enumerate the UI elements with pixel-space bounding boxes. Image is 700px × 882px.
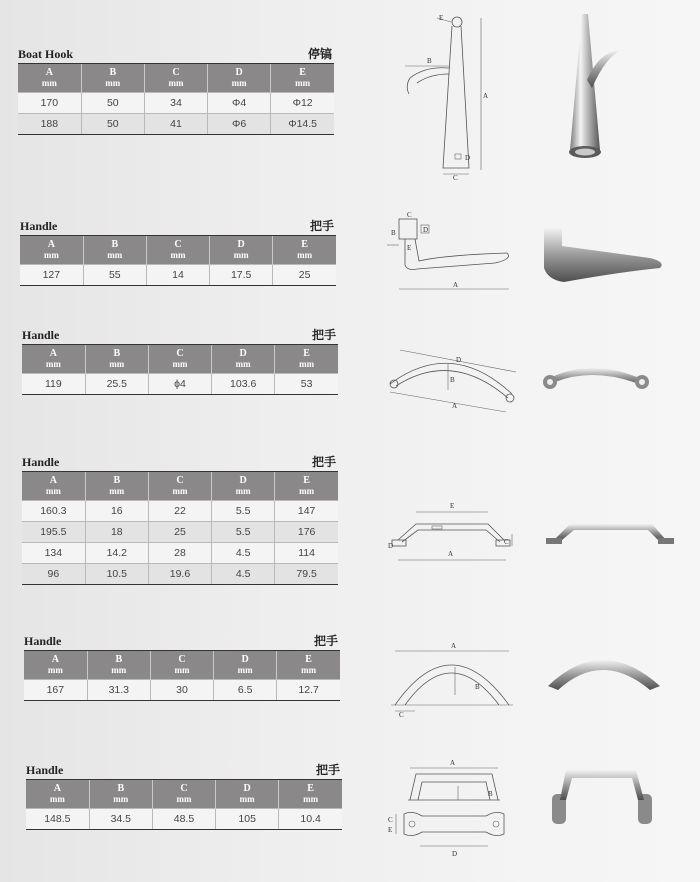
dimension-label-e: E <box>407 244 412 252</box>
column-header-d: D mm <box>208 64 271 93</box>
table-header-row <box>22 472 338 501</box>
column-header-d: D mm <box>212 472 275 501</box>
table-cell: 53 <box>275 374 338 395</box>
column-header-d: D mm <box>214 651 277 680</box>
section-title-chinese: 把手 <box>311 455 336 469</box>
table-cell: 10.4 <box>279 809 342 830</box>
column-header-b: B mm <box>85 472 148 501</box>
table-cell: 30 <box>150 680 213 701</box>
dimension-label-a: A <box>450 759 456 767</box>
column-header-d: D mm <box>212 345 275 374</box>
table-cell: 148.5 <box>26 809 89 830</box>
curved-handle-photo <box>543 368 649 389</box>
arc-handle-technical-drawing <box>385 635 520 720</box>
handle-section-2 <box>22 328 338 395</box>
table-row <box>18 114 334 135</box>
table-cell: 55 <box>83 265 146 286</box>
dimension-label-b: B <box>488 790 493 798</box>
table-cell: 17.5 <box>210 265 273 286</box>
dimension-label-a: A <box>451 642 457 650</box>
column-header-a: A mm <box>22 472 85 501</box>
section-title-chinese: 停镐 <box>307 47 332 61</box>
table-cell: ϕ4 <box>148 374 211 395</box>
dimension-label-b: B <box>427 57 432 65</box>
table-cell: 25 <box>148 522 211 543</box>
table-row <box>22 501 338 522</box>
rectangular-handle-technical-drawing <box>382 752 522 864</box>
dimension-label-c: C <box>388 816 393 824</box>
column-header-a: A mm <box>26 780 89 809</box>
table-cell: 119 <box>22 374 85 395</box>
dimension-label-b: B <box>391 229 396 237</box>
bridge-handle-photo <box>546 524 674 544</box>
section-title: Handle <box>22 328 60 342</box>
column-header-b: B mm <box>83 236 146 265</box>
table-cell: 41 <box>144 114 207 135</box>
dimension-label-d: D <box>465 154 471 162</box>
section-title-chinese: 把手 <box>309 219 334 233</box>
section-header <box>22 328 338 345</box>
spec-table <box>20 236 336 285</box>
arc-handle-photo <box>548 660 660 690</box>
table-header-row <box>18 64 334 93</box>
column-header-e: E mm <box>273 236 336 265</box>
table-row <box>24 680 340 701</box>
table-cell: 22 <box>148 501 211 522</box>
column-header-a: A mm <box>24 651 87 680</box>
column-header-d: D mm <box>210 236 273 265</box>
table-cell: 12.7 <box>277 680 340 701</box>
lever-handle-photo <box>544 228 662 282</box>
section-title: Handle <box>26 763 64 777</box>
dimension-label-d: D <box>452 850 458 858</box>
curved-handle-technical-drawing <box>382 342 522 417</box>
table-cell: 176 <box>275 522 338 543</box>
section-title: Boat Hook <box>18 47 74 61</box>
dimension-label-e: E <box>450 502 455 510</box>
table-row <box>20 265 336 286</box>
table-cell: 28 <box>148 543 211 564</box>
table-cell: 5.5 <box>212 522 275 543</box>
dimension-label-b: B <box>450 376 455 384</box>
column-header-b: B mm <box>85 345 148 374</box>
column-header-e: E mm <box>275 345 338 374</box>
column-header-a: A mm <box>22 345 85 374</box>
spec-table <box>22 345 338 394</box>
table-cell: 4.5 <box>212 564 275 585</box>
table-cell: 188 <box>18 114 81 135</box>
column-header-c: C mm <box>152 780 215 809</box>
column-header-b: B mm <box>81 64 144 93</box>
section-header <box>18 47 334 64</box>
column-header-c: C mm <box>150 651 213 680</box>
spec-table <box>26 780 342 829</box>
column-header-e: E mm <box>271 64 334 93</box>
column-header-c: C mm <box>144 64 207 93</box>
dimension-label-c: C <box>504 538 509 546</box>
dimension-label-a: A <box>453 281 459 289</box>
table-cell: 50 <box>81 93 144 114</box>
column-header-d: D mm <box>216 780 279 809</box>
table-cell: 96 <box>22 564 85 585</box>
table-cell: 167 <box>24 680 87 701</box>
dimension-label-d: D <box>423 226 429 234</box>
table-cell: 134 <box>22 543 85 564</box>
bridge-handle-technical-drawing <box>382 490 522 572</box>
table-cell: 25.5 <box>85 374 148 395</box>
dimension-label-d: D <box>456 356 462 364</box>
boat-hook-technical-drawing <box>385 8 495 180</box>
table-cell: Φ14.5 <box>271 114 334 135</box>
table-cell: 18 <box>85 522 148 543</box>
handle-section-1 <box>20 219 336 286</box>
section-title: Handle <box>22 455 60 469</box>
table-cell: Φ4 <box>208 93 271 114</box>
column-header-e: E mm <box>277 651 340 680</box>
column-header-a: A mm <box>18 64 81 93</box>
table-cell: 127 <box>20 265 83 286</box>
table-header-row <box>20 236 336 265</box>
table-cell: 6.5 <box>214 680 277 701</box>
table-cell: Φ6 <box>208 114 271 135</box>
section-header <box>20 219 336 236</box>
column-header-c: C mm <box>148 345 211 374</box>
dimension-label-c: C <box>453 174 458 180</box>
table-cell: 34.5 <box>89 809 152 830</box>
table-row <box>26 809 342 830</box>
table-cell: 50 <box>81 114 144 135</box>
table-cell: Φ12 <box>271 93 334 114</box>
section-title-chinese: 把手 <box>313 634 338 648</box>
column-header-b: B mm <box>87 651 150 680</box>
table-cell: 31.3 <box>87 680 150 701</box>
table-header-row <box>24 651 340 680</box>
table-cell: 147 <box>275 501 338 522</box>
handle-section-4 <box>24 634 340 701</box>
dimension-label-b: B <box>475 683 480 691</box>
boat-hook-section <box>18 47 334 135</box>
table-cell: 48.5 <box>152 809 215 830</box>
section-title: Handle <box>20 219 58 233</box>
handle-section-5 <box>26 763 342 830</box>
dimension-label-d: D <box>388 542 394 550</box>
column-header-c: C mm <box>148 472 211 501</box>
table-cell: 16 <box>85 501 148 522</box>
spec-table <box>18 64 334 134</box>
table-cell: 10.5 <box>85 564 148 585</box>
column-header-c: C mm <box>146 236 209 265</box>
table-cell: 19.6 <box>148 564 211 585</box>
lever-handle-technical-drawing <box>385 205 520 300</box>
table-cell: 14 <box>146 265 209 286</box>
table-row <box>22 374 338 395</box>
spec-table <box>24 651 340 700</box>
section-header <box>26 763 342 780</box>
boat-hook-photo <box>569 14 622 158</box>
table-row <box>22 543 338 564</box>
table-cell: 170 <box>18 93 81 114</box>
column-header-e: E mm <box>279 780 342 809</box>
section-header <box>22 455 338 472</box>
table-cell: 34 <box>144 93 207 114</box>
table-cell: 25 <box>273 265 336 286</box>
column-header-a: A mm <box>20 236 83 265</box>
dimension-label-a: A <box>452 402 458 410</box>
dimension-label-a: A <box>448 550 454 558</box>
table-row <box>22 564 338 585</box>
rectangular-handle-photo <box>552 770 652 824</box>
handle-section-3 <box>22 455 338 585</box>
table-cell: 160.3 <box>22 501 85 522</box>
product-photos-column <box>540 10 690 865</box>
table-cell: 5.5 <box>212 501 275 522</box>
table-cell: 79.5 <box>275 564 338 585</box>
table-cell: 195.5 <box>22 522 85 543</box>
section-title: Handle <box>24 634 62 648</box>
table-cell: 114 <box>275 543 338 564</box>
table-cell: 103.6 <box>212 374 275 395</box>
table-cell: 14.2 <box>85 543 148 564</box>
dimension-label-c: C <box>407 211 412 219</box>
dimension-label-c: C <box>399 711 404 719</box>
dimension-label-e: E <box>439 14 444 22</box>
column-header-e: E mm <box>275 472 338 501</box>
table-row <box>22 522 338 543</box>
column-header-b: B mm <box>89 780 152 809</box>
dimension-label-a: A <box>483 92 489 100</box>
section-header <box>24 634 340 651</box>
table-row <box>18 93 334 114</box>
table-cell: 4.5 <box>212 543 275 564</box>
section-title-chinese: 把手 <box>311 328 336 342</box>
section-title-chinese: 把手 <box>315 763 340 777</box>
spec-table <box>22 472 338 584</box>
table-cell: 105 <box>216 809 279 830</box>
table-header-row <box>26 780 342 809</box>
dimension-label-e: E <box>388 826 393 834</box>
table-header-row <box>22 345 338 374</box>
